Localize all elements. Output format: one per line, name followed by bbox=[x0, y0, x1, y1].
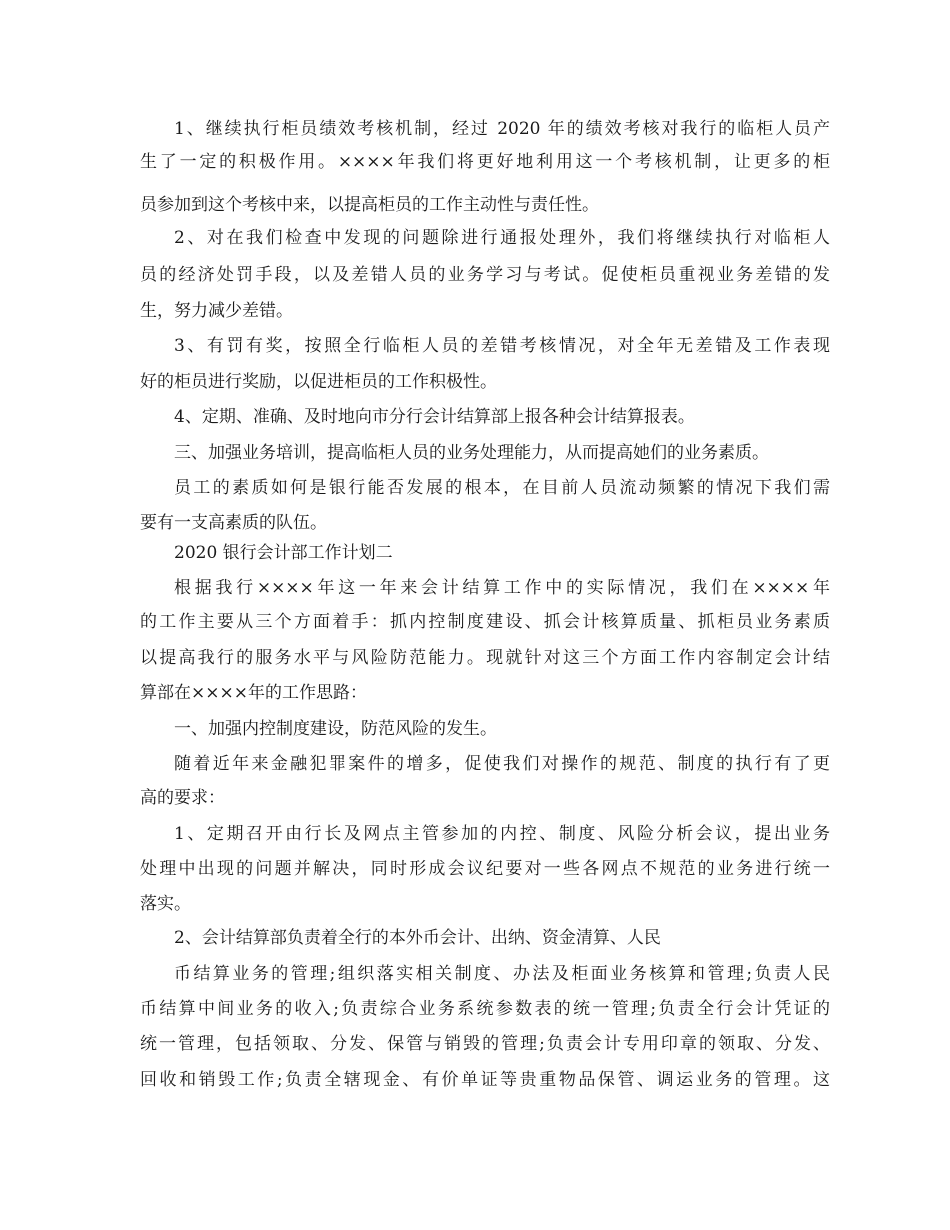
paragraph-line: 币结算中间业务的收入;负责综合业务系统参数表的统一管理;负责全行会计凭证的 bbox=[140, 999, 830, 1019]
paragraph-line: 员工的素质如何是银行能否发展的根本，在目前人员流动频繁的情况下我们需 bbox=[174, 478, 830, 498]
paragraph-line: 1、继续执行柜员绩效考核机制，经过 2020 年的绩效考核对我行的临柜人员产 bbox=[174, 119, 830, 139]
paragraph-line: 随着近年来金融犯罪案件的增多，促使我们对操作的规范、制度的执行有了更 bbox=[174, 754, 830, 774]
paragraph-line: 3、有罚有奖，按照全行临柜人员的差错考核情况，对全年无差错及工作表现 bbox=[174, 336, 830, 356]
paragraph-line: 生了一定的积极作用。××××年我们将更好地利用这一个考核机制，让更多的柜 bbox=[140, 152, 830, 172]
paragraph-line: 以提高我行的服务水平与风险防范能力。现就针对这三个方面工作内容制定会计结 bbox=[140, 648, 830, 668]
paragraph-line: 高的要求： bbox=[140, 788, 225, 808]
paragraph-line: 1、定期召开由行长及网点主管参加的内控、制度、风险分析会议，提出业务 bbox=[174, 824, 830, 844]
paragraph-line: 的工作主要从三个方面着手：抓内控制度建设、抓会计核算质量、抓柜员业务素质 bbox=[140, 612, 830, 632]
paragraph-line: 4、定期、准确、及时地向市分行会计结算部上报各种会计结算报表。 bbox=[174, 407, 695, 427]
paragraph-line: 币结算业务的管理;组织落实相关制度、办法及柜面业务核算和管理;负责人民 bbox=[174, 964, 830, 984]
section-title: 2020 银行会计部工作计划二 bbox=[174, 543, 393, 563]
paragraph-line: 要有一支高素质的队伍。 bbox=[140, 513, 327, 533]
paragraph-line: 好的柜员进行奖励，以促进柜员的工作积极性。 bbox=[140, 372, 497, 392]
paragraph-line: 员的经济处罚手段，以及差错人员的业务学习与考试。促使柜员重视业务差错的发 bbox=[140, 265, 830, 285]
paragraph-line: 2、对在我们检查中发现的问题除进行通报处理外，我们将继续执行对临柜人 bbox=[174, 228, 830, 248]
paragraph-line: 落实。 bbox=[140, 894, 191, 914]
paragraph-line: 处理中出现的问题并解决，同时形成会议纪要对一些各网点不规范的业务进行统一 bbox=[140, 859, 830, 879]
paragraph-line: 统一管理，包括领取、分发、保管与销毁的管理;负责会计专用印章的领取、分发、 bbox=[140, 1034, 830, 1054]
paragraph-line: 一、加强内控制度建设，防范风险的发生。 bbox=[174, 719, 497, 739]
paragraph-line: 三、加强业务培训，提高临柜人员的业务处理能力，从而提高她们的业务素质。 bbox=[174, 443, 769, 463]
paragraph-line: 算部在××××年的工作思路： bbox=[140, 683, 367, 703]
paragraph-line: 根据我行××××年这一年来会计结算工作中的实际情况，我们在××××年 bbox=[174, 578, 830, 598]
paragraph-line: 生，努力减少差错。 bbox=[140, 301, 293, 321]
paragraph-line: 员参加到这个考核中来，以提高柜员的工作主动性与责任性。 bbox=[140, 195, 599, 215]
paragraph-line: 2、会计结算部负责着全行的本外币会计、出纳、资金清算、人民 bbox=[174, 928, 661, 948]
paragraph-line: 回收和销毁工作;负责全辖现金、有价单证等贵重物品保管、调运业务的管理。这 bbox=[140, 1070, 830, 1090]
